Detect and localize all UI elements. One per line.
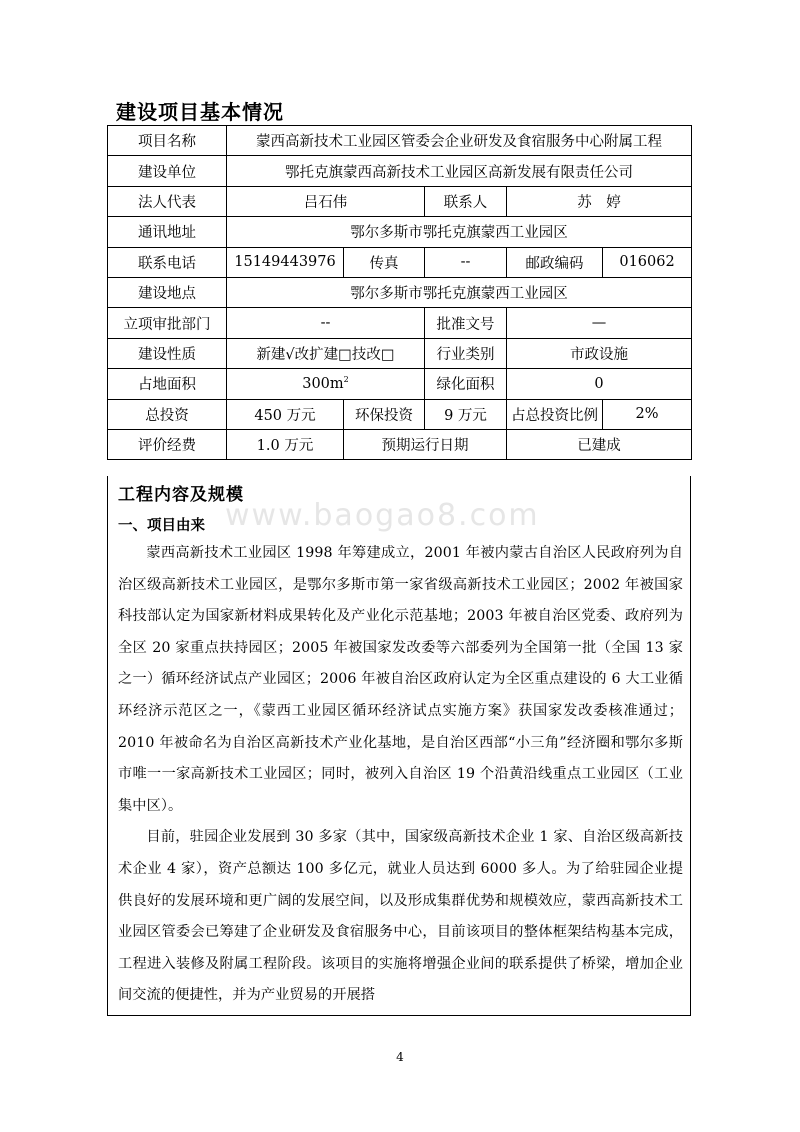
- run-date-label: 预期运行日期: [344, 429, 507, 459]
- approval-dept-value: --: [227, 308, 425, 338]
- phone-label: 联系电话: [108, 247, 227, 277]
- contact-label: 联系人: [425, 186, 507, 216]
- table-row: [108, 217, 692, 247]
- table-row: [108, 369, 692, 399]
- paragraph: 目前，驻园企业发展到 30 多家（其中，国家级高新技术企业 1 家、自治区级高新技术企业 4 家），资产总额达 100 多亿元，就业人员达到 6000 多人。为了给驻园企业提供良好的发展环境和更广阔的发展空间，以及形成集群优势和规模效应，蒙西高新技术工业园区管委会已筹建了企业研发及食宿服务中心，目前该项目的整体框架结构基本完成，工程进入装修及附属工程阶段。该项目的实施将增强企业间的联系提供了桥梁，增加企业间交流的便捷性，并为产业贸易的开展搭: [118, 829, 683, 1004]
- approval-dept-label: 立项审批部门: [108, 308, 227, 338]
- page-number: 4: [396, 1050, 404, 1064]
- builder-value: 鄂托克旗蒙西高新技术工业园区高新发展有限责任公司: [227, 156, 692, 186]
- table-row: [108, 308, 692, 338]
- legal-rep-value: 吕石伟: [227, 186, 425, 216]
- env-invest-value: 9 万元: [425, 399, 507, 429]
- table-row: [108, 429, 692, 459]
- fax-label: 传真: [344, 247, 425, 277]
- approval-no-label: 批准文号: [425, 308, 507, 338]
- address-label: 通讯地址: [108, 217, 227, 247]
- project-name-label: 项目名称: [108, 126, 227, 156]
- industry-value: 市政设施: [507, 338, 692, 368]
- builder-label: 建设单位: [108, 156, 227, 186]
- table-row: [108, 186, 692, 216]
- postcode-value: 016062: [603, 247, 692, 277]
- address-value: 鄂尔多斯市鄂托克旗蒙西工业园区: [227, 217, 692, 247]
- project-content-box: [107, 476, 691, 1016]
- legal-rep-label: 法人代表: [108, 186, 227, 216]
- nature-label: 建设性质: [108, 338, 227, 368]
- table-row: [108, 156, 692, 186]
- nature-value: 新建√改扩建□技改□: [227, 338, 425, 368]
- area-unit-superscript: 2: [343, 375, 349, 385]
- table-row: [108, 399, 692, 429]
- run-date-value: 已建成: [507, 429, 692, 459]
- green-value: 0: [507, 369, 692, 399]
- project-info-table: [107, 125, 692, 460]
- sub-title: 一、项目由来: [118, 518, 205, 534]
- ratio-value: 2%: [603, 399, 692, 429]
- section-title: 工程内容及规模: [118, 485, 244, 505]
- investment-value: 450 万元: [227, 399, 344, 429]
- table-row: [108, 247, 692, 277]
- body-text: [118, 538, 683, 1012]
- paragraph: 蒙西高新技术工业园区 1998 年筹建成立，2001 年被内蒙古自治区人民政府列为自治区级高新技术工业园区，是鄂尔多斯市第一家省级高新技术工业园区；2002 年被国家科技部认定为国家新材料成果转化及产业化示范基地；2003 年被自治区党委、政府列为全区 20 家重点扶持园区；2005 年被国家发改委等六部委列为全国第一批（全国 13 家之一）循环经济试点产业园区；2006 年被自治区政府认定为全区重点建设的 6 大工业循环经济示范区之一，《蒙西工业园区循环经济试点实施方案》获国家发改委核准通过；2010 年被命名为自治区高新技术产业化基地，是自治区西部“小三角”经济圈和鄂尔多斯市唯一一家高新技术工业园区；同时，被列入自治区 19 个沿黄沿线重点工业园区（工业集中区）。: [118, 545, 683, 814]
- fax-value: --: [425, 247, 507, 277]
- page-title: 建设项目基本情况: [116, 100, 284, 124]
- postcode-label: 邮政编码: [507, 247, 603, 277]
- project-name-value: 蒙西高新技术工业园区管委会企业研发及食宿服务中心附属工程: [227, 126, 692, 156]
- watermark: www.baogao8.com: [225, 498, 540, 533]
- eval-fee-label: 评价经费: [108, 429, 227, 459]
- site-value: 鄂尔多斯市鄂托克旗蒙西工业园区: [227, 277, 692, 307]
- env-invest-label: 环保投资: [344, 399, 425, 429]
- phone-value: 15149443976: [227, 247, 344, 277]
- table-row: [108, 338, 692, 368]
- area-label: 占地面积: [108, 369, 227, 399]
- eval-fee-value: 1.0 万元: [227, 429, 344, 459]
- site-label: 建设地点: [108, 277, 227, 307]
- table-row: [108, 277, 692, 307]
- green-label: 绿化面积: [425, 369, 507, 399]
- approval-no-value: —: [507, 308, 692, 338]
- area-value: [227, 369, 425, 399]
- investment-label: 总投资: [108, 399, 227, 429]
- area-number: 300m: [302, 376, 344, 393]
- contact-value: 苏 婷: [507, 186, 692, 216]
- table-row: [108, 126, 692, 156]
- ratio-label: 占总投资比例: [507, 399, 603, 429]
- industry-label: 行业类别: [425, 338, 507, 368]
